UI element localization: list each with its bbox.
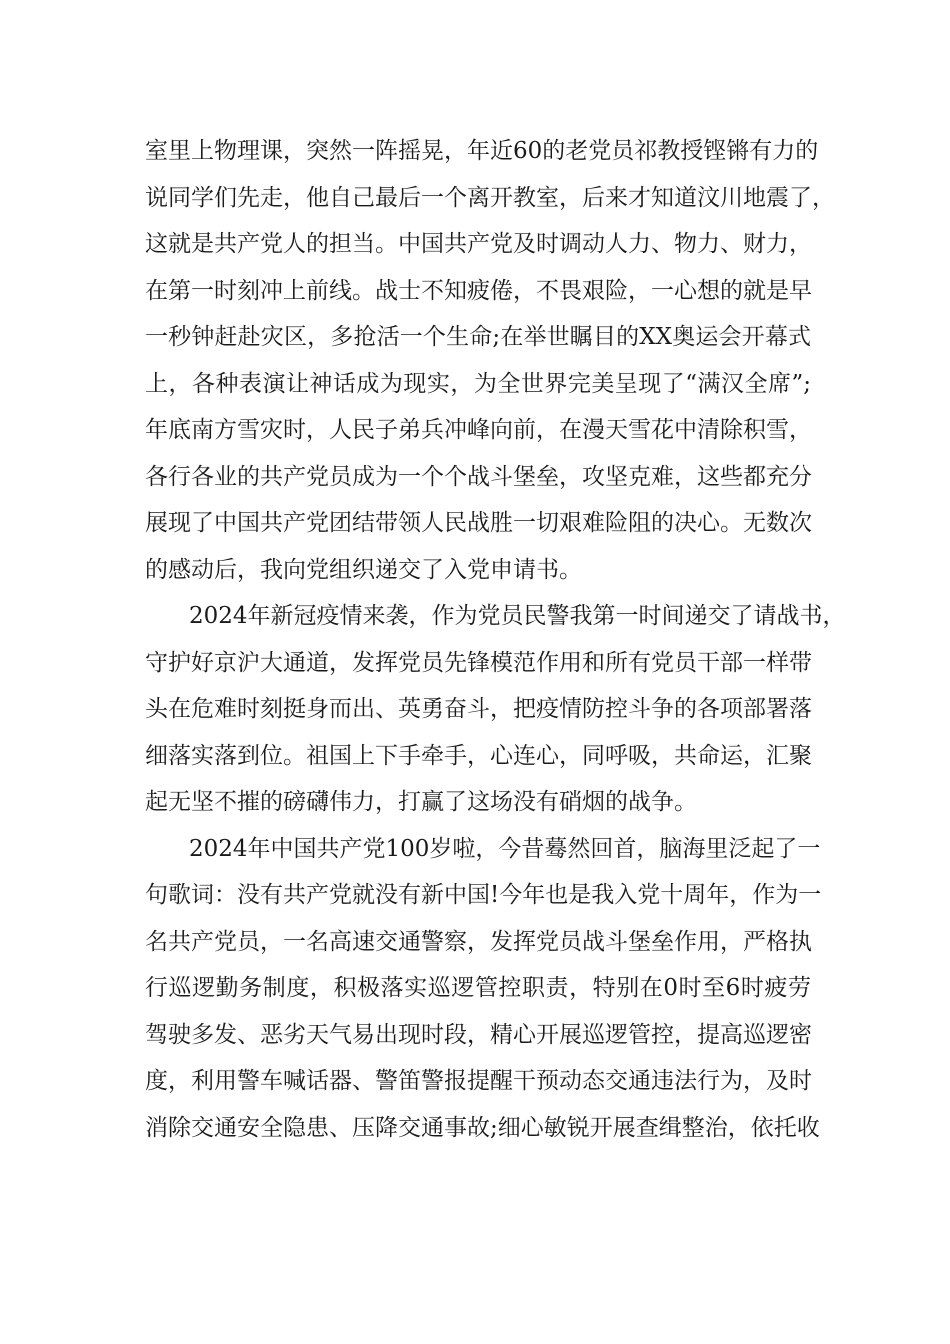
text-line: 消除交通安全隐患、压降交通事故;细心敏锐开展查缉整治，依托收	[145, 1114, 820, 1141]
text-line: 一秒钟赶赴灾区，多抢活一个生命;在举世瞩目的XX奥运会开幕式	[145, 324, 811, 350]
text-line: 2024年中国共产党100岁啦，今昔蓦然回首，脑海里泛起了一	[189, 835, 821, 862]
text-line: 句歌词：没有共产党就没有新中国!今年也是我入党十周年，作为一	[145, 882, 822, 908]
text-line: 各行各业的共产党员成为一个个战斗堡垒，攻坚克难，这些都充分	[145, 463, 812, 490]
text-line: 细落实落到位。祖国上下手牵手，心连心，同呼吸，共命运，汇聚	[145, 742, 812, 769]
text-line: 行巡逻勤务制度，积极落实巡逻管控职责，特别在0时至6时疲劳	[145, 975, 811, 1001]
text-line: 在第一时刻冲上前线。战士不知疲倦，不畏艰险，一心想的就是早	[145, 277, 812, 304]
text-line: 度，利用警车喊话器、警笛警报提醒干预动态交通违法行为，及时	[145, 1068, 812, 1094]
text-line: 说同学们先走，他自己最后一个离开教室，后来才知道汶川地震了，	[145, 184, 835, 211]
text-line: 守护好京沪大通道，发挥党员先锋模范作用和所有党员干部一样带	[145, 649, 812, 676]
text-line: 室里上物理课，突然一阵摇晃，年近60的老党员祁教授铿锵有力的	[145, 138, 819, 164]
text-line: 上，各种表演让神话成为现实，为全世界完美呈现了“满汉全席”;	[145, 370, 811, 397]
text-line: 年底南方雪灾时，人民子弟兵冲峰向前，在漫天雪花中清除积雪，	[145, 417, 812, 443]
text-line: 的感动后，我向党组织递交了入党申请书。	[145, 556, 582, 583]
paragraph-2	[145, 593, 846, 826]
text-line: 这就是共产党人的担当。中国共产党及时调动人力、物力、财力，	[145, 231, 812, 257]
paragraph-3	[145, 826, 822, 1152]
paragraph-1	[145, 128, 835, 593]
document-body	[145, 128, 846, 1151]
text-line: 名共产党员，一名高速交通警察，发挥党员战斗堡垒作用，严格执	[145, 928, 812, 955]
text-line: 头在危难时刻挺身而出、英勇奋斗，把疫情防控斗争的各项部署落	[145, 696, 812, 722]
text-line: 展现了中国共产党团结带领人民战胜一切艰难险阻的决心。无数次	[145, 510, 812, 536]
text-line: 驾驶多发、恶劣天气易出现时段，精心开展巡逻管控，提高巡逻密	[145, 1021, 812, 1048]
text-line: 2024年新冠疫情来袭，作为党员民警我第一时间递交了请战书，	[189, 603, 846, 629]
text-line: 起无坚不摧的磅礴伟力，打赢了这场没有硝烟的战争。	[145, 789, 697, 815]
